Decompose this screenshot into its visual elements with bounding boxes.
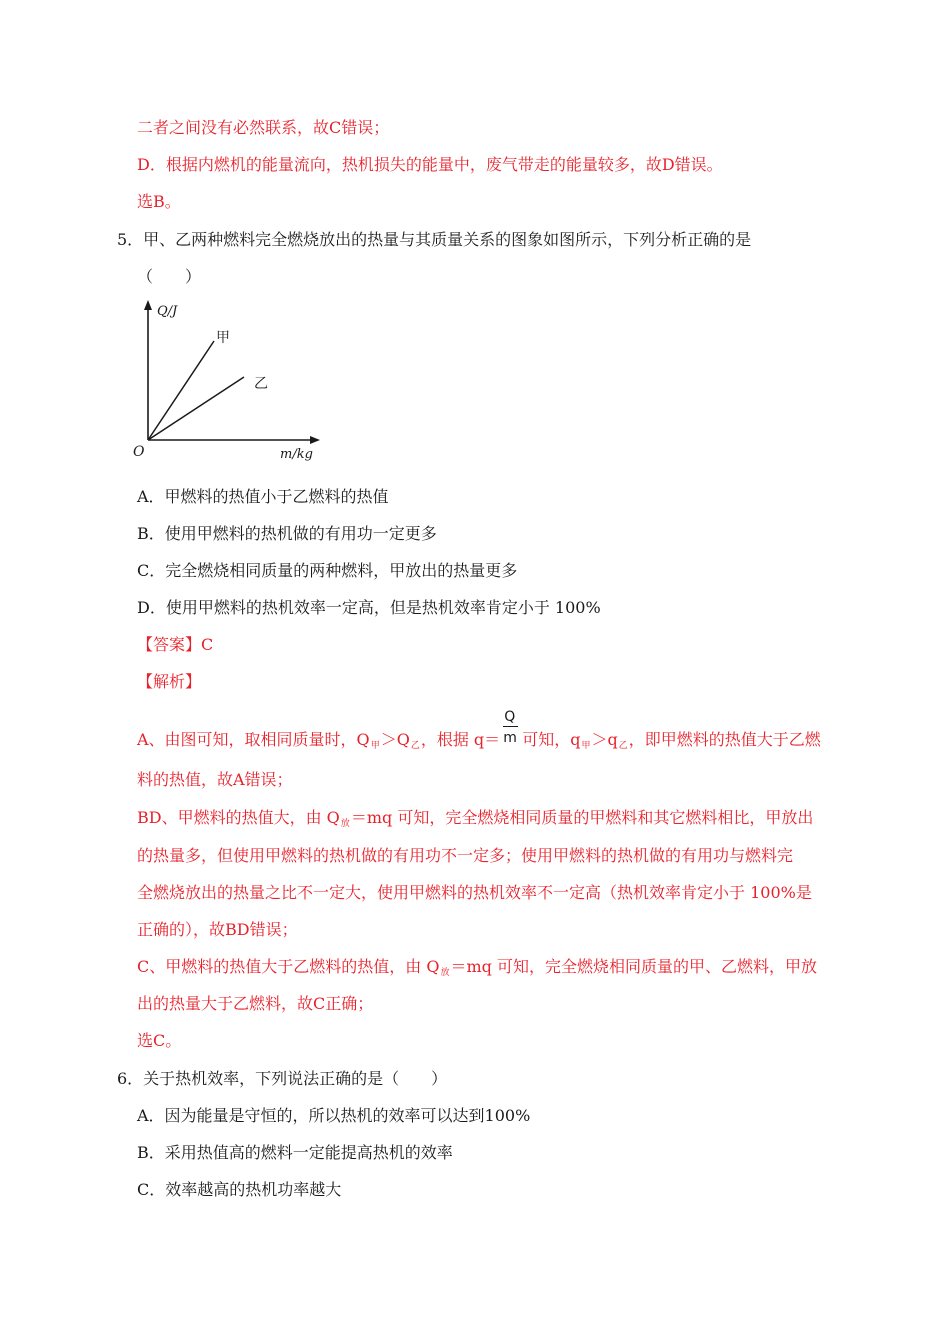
prev-analysis-c: 二者之间没有必然联系，故C错误；: [137, 118, 390, 137]
x-axis-arrow: [310, 436, 320, 444]
q5-option-d: D．使用甲燃料的热机效率一定高，但是热机效率肯定小于 100%: [137, 598, 601, 617]
q5-blank: （ ）: [137, 267, 202, 286]
q5-analysis-bd-line2: 的热量多，但使用甲燃料的热机做的有用功不一定多；使用甲燃料的热机做的有用功与燃料完: [137, 846, 794, 865]
line-jia: [148, 341, 214, 440]
q5-analysis-choose: 选C。: [137, 1031, 182, 1050]
line-yi: [148, 377, 244, 440]
q5-answer: 【答案】C: [137, 635, 214, 654]
prev-choose: 选B。: [137, 192, 181, 211]
q-over-m-fraction: $\frac{Q}{m}$: [503, 708, 517, 746]
q5-analysis-bd-line3: 全燃烧放出的热量之比不一定大，使用甲燃料的热机效率不一定高（热机效率肯定小于 100%是: [137, 883, 812, 902]
q6-stem: 6．关于热机效率，下列说法正确的是（ ）: [117, 1069, 448, 1088]
y-axis-label: Q/J: [157, 304, 178, 319]
q6-option-c: C．效率越高的热机功率越大: [137, 1180, 342, 1199]
q5-analysis-bd-line1: BD、甲燃料的热值大，由 Q放＝mq 可知，完全燃烧相同质量的甲燃料和其它燃料相比，甲放出: [137, 808, 814, 829]
q5-stem: 5．甲、乙两种燃料完全燃烧放出的热量与其质量关系的图象如图所示，下列分析正确的是: [117, 230, 752, 249]
q5-graph: [128, 296, 328, 466]
q5-analysis-a-line1: A、由图可知，取相同质量时，Q甲＞Q乙，根据 q＝ $\frac{Q}{m}$ 可知，q甲＞q乙，即甲燃料的热值大于乙燃: [137, 708, 821, 751]
q5-analysis-title: 【解析】: [137, 672, 202, 691]
prev-analysis-d: D．根据内燃机的能量流向，热机损失的能量中，废气带走的能量较多，故D错误。: [137, 155, 723, 174]
q5-analysis-a-line2: 料的热值，故A错误；: [137, 770, 293, 789]
q5-analysis-bd-line4: 正确的），故BD错误；: [137, 920, 298, 939]
q6-option-b: B．采用热值高的燃料一定能提高热机的效率: [137, 1143, 453, 1162]
q6-option-a: A．因为能量是守恒的，所以热机的效率可以达到100%: [137, 1106, 531, 1125]
line-yi-label: 乙: [254, 376, 268, 392]
origin-label: O: [133, 444, 145, 460]
y-axis-arrow: [144, 300, 152, 310]
q5-analysis-c-line2: 出的热量大于乙燃料，故C正确；: [137, 994, 374, 1013]
q5-option-a: A．甲燃料的热值小于乙燃料的热值: [137, 487, 389, 506]
q5-option-c: C．完全燃烧相同质量的两种燃料，甲放出的热量更多: [137, 561, 518, 580]
q5-analysis-c-line1: C、甲燃料的热值大于乙燃料的热值，由 Q放＝mq 可知，完全燃烧相同质量的甲、乙燃料，甲放: [137, 957, 817, 978]
x-axis-label: m/kg: [280, 447, 313, 462]
line-jia-label: 甲: [216, 330, 230, 346]
q5-option-b: B．使用甲燃料的热机做的有用功一定更多: [137, 524, 437, 543]
